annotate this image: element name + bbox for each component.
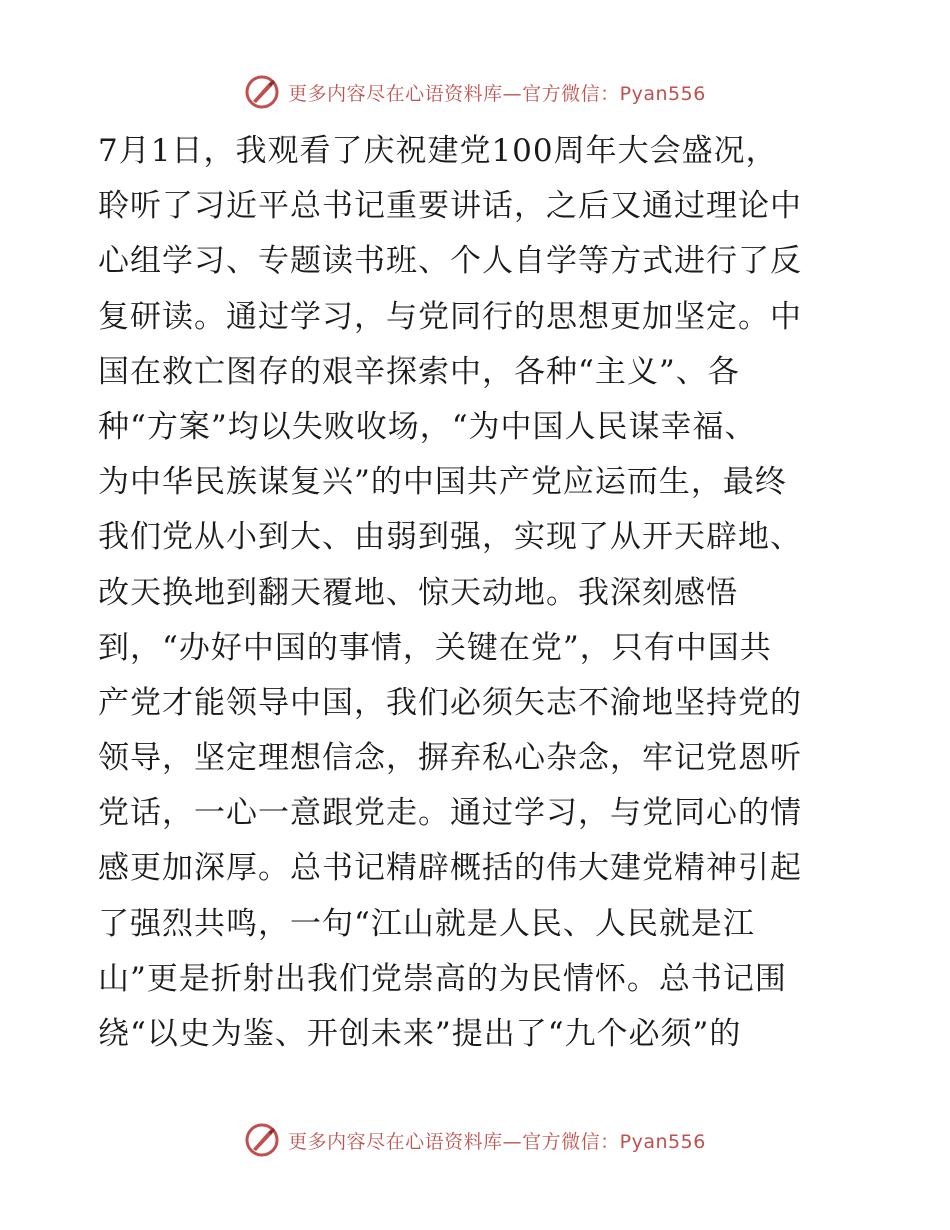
body-line: 心组学习、专题读书班、个人自学等方式进行了反: [98, 243, 802, 280]
header-banner: [0, 72, 950, 112]
body-line: 产党才能领导中国，我们必须矢志不渝地坚持党的: [98, 684, 802, 721]
body-line: 到，“办好中国的事情，关键在党”，只有中国共: [98, 629, 772, 666]
body-line: 党话，一心一意跟党走。通过学习，与党同心的情: [98, 795, 802, 832]
body-line: 国在救亡图存的艰辛探索中，各种“主义”、各: [98, 353, 740, 390]
document-body: [98, 124, 858, 1062]
body-line: 复研读。通过学习，与党同行的思想更加坚定。中: [98, 298, 802, 335]
pen-seal-icon: [244, 74, 280, 110]
body-line: 感更加深厚。总书记精辟概括的伟大建党精神引起: [98, 850, 802, 887]
body-line: 山”更是折射出我们党崇高的为民情怀。总书记围: [98, 960, 787, 997]
header-banner-text: 更多内容尽在心语资料库—官方微信：Pyan556: [288, 82, 706, 105]
body-line: 领导，坚定理想信念，摒弃私心杂念，牢记党恩听: [98, 740, 802, 777]
body-line: 7月1日，我观看了庆祝建党100周年大会盛况，: [98, 133, 778, 169]
pen-seal-icon: [244, 1122, 280, 1158]
body-line: 为中华民族谋复兴”的中国共产党应运而生，最终: [98, 464, 787, 501]
body-line: 了强烈共鸣，一句“江山就是人民、人民就是江: [98, 905, 755, 942]
footer-banner-text: 更多内容尽在心语资料库—官方微信：Pyan556: [288, 1130, 706, 1153]
body-line: 聆听了习近平总书记重要讲话，之后又通过理论中: [98, 188, 802, 225]
footer-banner: [0, 1120, 950, 1160]
body-line: 种“方案”均以失败收场，“为中国人民谋幸福、: [98, 408, 757, 445]
body-line: 绕“以史为鉴、开创未来”提出了“九个必须”的: [98, 1016, 742, 1052]
body-line: 改天换地到翻天覆地、惊天动地。我深刻感悟: [98, 574, 738, 611]
body-line: 我们党从小到大、由弱到强，实现了从开天辟地、: [98, 519, 802, 556]
